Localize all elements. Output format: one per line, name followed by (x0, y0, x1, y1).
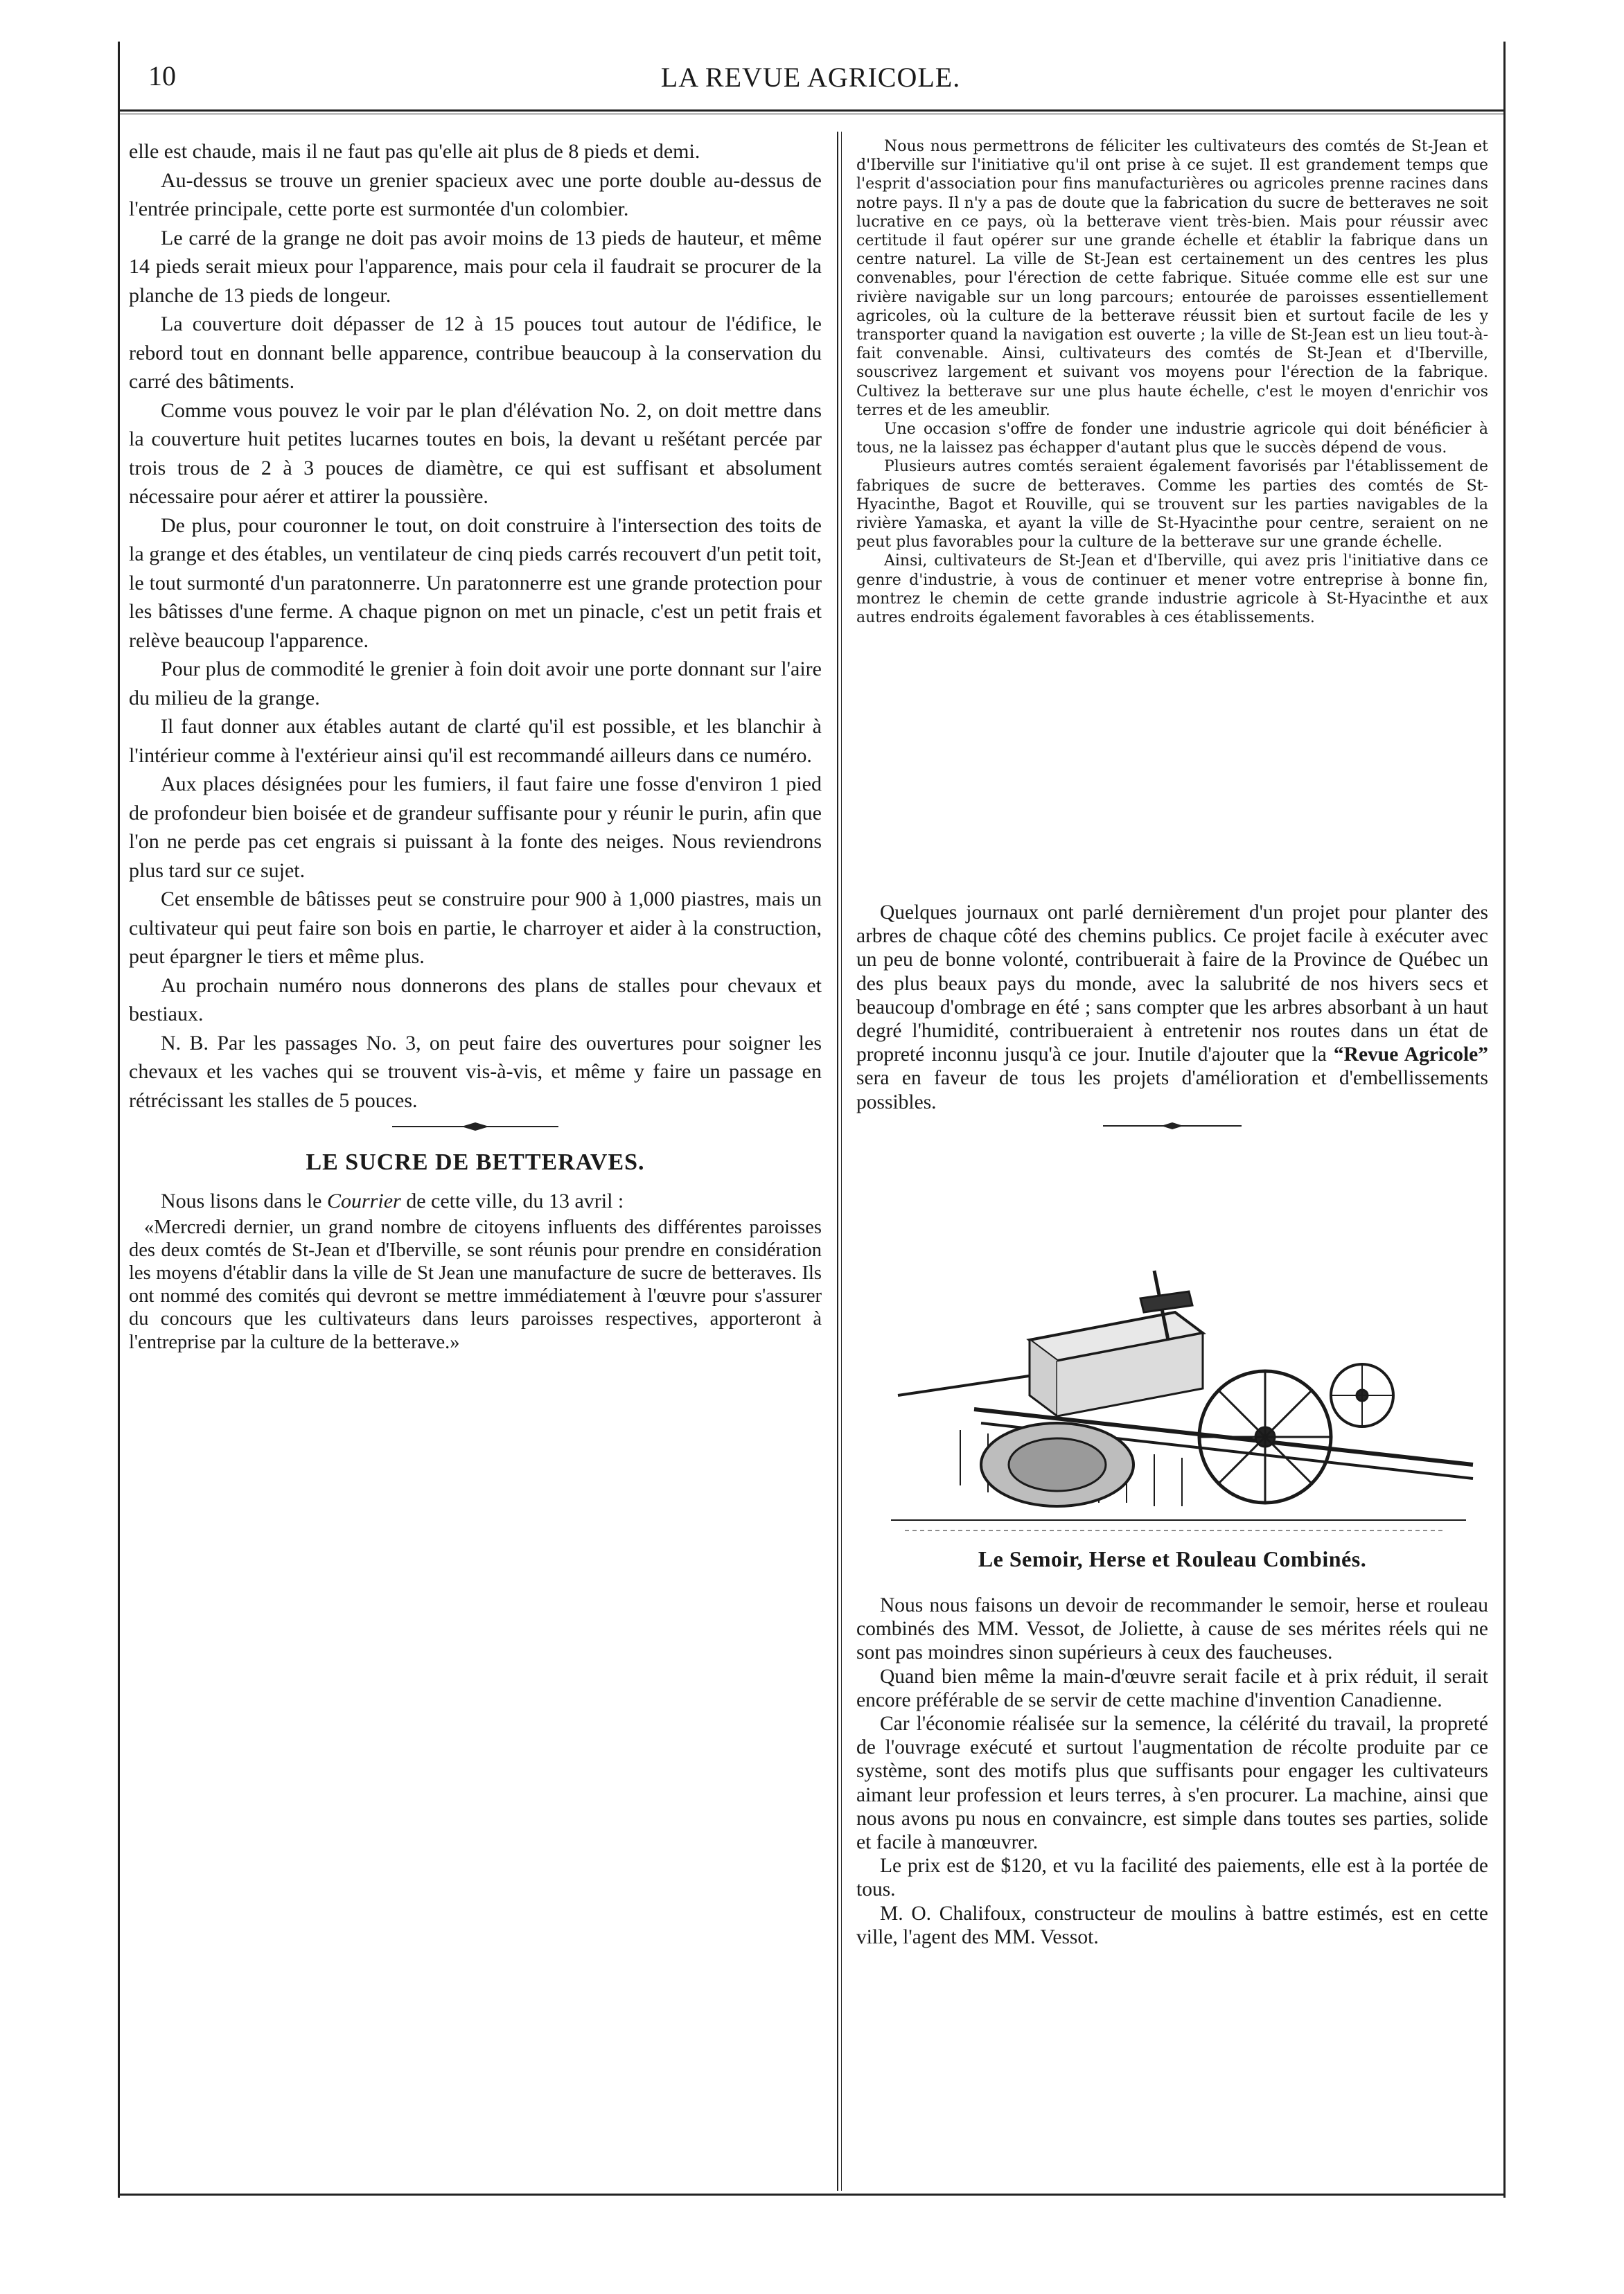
machine-paragraph: Le prix est de $120, et vu la facilité des paiements, elle est à la portée de tous. (856, 1855, 1488, 1901)
seeder-harrow-roller-engraving (877, 1257, 1480, 1548)
commentary-paragraph: Nous nous permettrons de féliciter les cultivateurs des comtés de St-Jean et d'Iberville sur l'initiative qu'il ont prise à ce sujet. Il est grandement temps que l'esprit d'association pour fins manufacturières ou agricoles prenne racines dans notre pays. Il n'y a pas de doute que la fabrication du sucre de betteraves ne soit lucrative en ce pays, où la betterave vient très-bien. Mais pour réussir avec certitude il faut opérer sur une grande échelle et établir la fabrique dans un centre naturel. La ville de St-Jean est certainement un des centres les plus convenables, pour l'érection de cette fabrique. Située comme elle est sur une rivière navigable sur un long parcours; entourée de paroisses essentiellement agricoles, où la culture de la betterave réussit bien et surtout facile de les y transporter quand la navigation est ouverte ; la ville de St-Jean est un lieu tout-à-fait convenable. Ainsi, cultivateurs des comtés de St-Jean et d'Iberville, souscrivez largement et suivant vos moyens pour l'érection de la fabrique. Cultivez la betterave sur une plus haute échelle, c'est le moyen d'enrichir vos terres et de les ameublir. (856, 138, 1488, 419)
section-title-sucre: LE SUCRE DE BETTERAVES. (306, 1149, 645, 1175)
commentary-paragraph: Plusieurs autres comtés seraient également favorisés par l'établissement de fabriques de sucre de betteraves. Comme les parties des comtés de St-Hyacinthe, Bagot et Rouville, qui se trouvent sur les parties navigables de la rivière Yamaska, et ayant la ville de St-Hyacinthe pour centre, seraient on ne peut plus favorables pour la culture de la betterave sur une grande échelle. (856, 458, 1488, 552)
column-divider-inner (841, 132, 842, 2191)
article-paragraph: Pour plus de commodité le grenier à foin doit avoir une porte donnant sur l'aire du milieu de la grange. (129, 658, 822, 709)
right-border (1503, 42, 1506, 2198)
commentary-paragraph: Ainsi, cultivateurs de St-Jean et d'Iberville, qui avez pris l'initiative dans ce genre d'industrie, à vous de continuer et mener votre entreprise à bonne fin, montrez le chemin de cette grande industrie agricole à St-Hyacinthe et aux autres endroits également favorables à ces établissements. (856, 552, 1488, 627)
left-border (118, 42, 120, 2198)
article-paragraph: La couverture doit dépasser de 12 à 15 pouces tout autour de l'édifice, le rebord tout en donnant belle apparence, contribue beaucoup à la conservation du carré des bâtiments. (129, 312, 822, 393)
article-paragraph: Le carré de la grange ne doit pas avoir moins de 13 pieds de hauteur, et même 14 pieds serait mieux pour l'apparence, mais pour cela il faudrait se procurer de la planche de 13 pieds de longeur. (129, 226, 822, 307)
paragraph-ornament-rule (1103, 1121, 1242, 1131)
intro-paragraph (129, 1187, 822, 1216)
header-rule (118, 109, 1506, 112)
trees-text: Quelques journaux ont parlé dernièrement d'un projet pour planter des arbres de chaque côté des chemins publics. Ce projet facile à exécuter avec un peu de bonne volonté, contribuerait à faire de la Province de Québec un des plus beaux pays du monde, avec la salubrité de nos hivers secs et beaucoup d'ombrage en été ; sans compter que les arbres absorbant à un haut degré l'humidité, contribueraient à entretenir nos routes dans un état de propreté inconnu jusqu'à ce jour. Inutile d'ajouter que la (856, 901, 1488, 1066)
image-caption: Le Semoir, Herse et Rouleau Combinés. (978, 1546, 1367, 1571)
article-paragraph: Il faut donner aux étables autant de clarté qu'il est possible, et les blanchir à l'intérieur comme à l'extérieur ainsi qu'il est recommandé ailleurs dans ce numéro. (129, 715, 822, 767)
commentary-paragraph: Une occasion s'offre de fonder une industrie agricole qui doit bénéficier à tous, ne la laissez pas échapper d'autant plus que le succès dépend de vous. (856, 421, 1488, 457)
machine-paragraph: Car l'économie réalisée sur la semence, la célérité du travail, la propreté de l'ouvrage exécuté et surtout l'augmentation de récolte produite par ce système, sont des motifs plus que suffisants pour engager les cultivateurs aimant leur profession et leurs terres, à s'en procurer. La machine, ainsi que nous avons pu nous en convaincre, est simple dans toutes ses parties, solide et facile à manœuvrer. (856, 1713, 1488, 1854)
page-number: 10 (148, 60, 176, 91)
article-paragraph: Aux places désignées pour les fumiers, il faut faire une fosse d'environ 1 pied de profondeur bien boisée et de grandeur suffisante pour y réunir le purin, afin que l'on ne perde pas cet engrais si puissant à la fonte des neiges. Nous reviendrons plus tard sur ce sujet. (129, 773, 822, 882)
trees-paragraph (856, 901, 1488, 1114)
article-paragraph: Au-dessus se trouve un grenier spacieux avec une porte double au-dessus de l'entrée principale, cette porte est surmontée d'un colombier. (129, 168, 822, 220)
quoted-article: «Mercredi dernier, un grand nombre de citoyens influents des différentes paroisses des deux comtés de St-Jean et d'Iberville, se sont réunis pour prendre en considération les moyens d'établir dans la ville de St Jean une manufacture de sucre de betteraves. Ils ont nommé des comités qui devront se mettre immédiatement à l'œuvre pour s'assurer du concours que les cultivateurs dans leurs paroisses respectives, apporteront à l'entreprise par la culture de la betterave.» (129, 1216, 822, 1353)
article-paragraph: N. B. Par les passages No. 3, on peut faire des ouvertures pour soigner les chevaux et les vaches qui se trouvent vis-à-vis, et même y faire un passage en rétrécissant les stalles de 5 pouces. (129, 1031, 822, 1112)
column-divider (837, 132, 838, 2191)
article-paragraph: Au prochain numéro nous donnerons des plans de stalles pour chevaux et bestiaux. (129, 973, 822, 1025)
footer-rule (118, 2194, 1506, 2196)
intro-text-end: de cette ville, du 13 avril : (400, 1190, 624, 1212)
revue-agricole-name: “Revue Agricole” (1333, 1043, 1489, 1066)
left-column (129, 137, 822, 1354)
trees-text-end: sera en faveur de tous les projets d'amélioration et d'embellissements possibles. (856, 1067, 1488, 1113)
article-paragraph: Cet ensemble de bâtisses peut se construire pour 900 à 1,000 piastres, mais un cultivateur qui peut faire son bois en partie, le charroyer et aider à la construction, peut épargner le tiers et même plus. (129, 888, 822, 968)
newspaper-name: Courrier (327, 1190, 401, 1212)
machine-paragraph: Quand bien même la main-d'œuvre serait facile et à prix réduit, il serait encore préférable de se servir de cette machine d'invention Canadienne. (856, 1665, 1488, 1711)
machine-paragraph: M. O. Chalifoux, constructeur de moulins à battre estimés, est en cette ville, l'agent des MM. Vessot. (856, 1902, 1488, 1948)
right-column-trees (856, 901, 1488, 1131)
image-caption-wrap (856, 1546, 1488, 1572)
article-paragraph: elle est chaude, mais il ne faut pas qu'elle ait plus de 8 pieds et demi. (129, 140, 700, 163)
article-paragraph: De plus, pour couronner le tout, on doit construire à l'intersection des toits de la grange et des étables, un ventilateur de cinq pieds carrés recouvert d'un petit toit, le tout surmonté d'un paratonnerre. Un paratonnerre est une grande protection pour les bâtisses d'une ferme. A chaque pignon on met un pinacle, c'est un petit frais et relève beaucoup l'apparence. (129, 513, 822, 652)
section-ornament-rule (392, 1122, 558, 1131)
right-column-commentary (856, 137, 1488, 627)
journal-title: LA REVUE AGRICOLE. (660, 62, 961, 93)
intro-text: Nous lisons dans le (161, 1190, 327, 1212)
right-column-machine (856, 1594, 1488, 1949)
article-paragraph: Comme vous pouvez le voir par le plan d'élévation No. 2, on doit mettre dans la couverture huit petites lucarnes toutes en bois, la devant u rešétant percée par trois trous de 2 à 3 pouces de diamètre, ce qui est suffisant et absolument nécessaire pour aérer et attirer la poussière. (129, 398, 822, 508)
machine-paragraph: Nous nous faisons un devoir de recommander le semoir, herse et rouleau combinés des MM. Vessot, de Joliette, à cause de ses mérites réels qui ne sont pas moindres sinon supérieurs à ceux des faucheuses. (856, 1594, 1488, 1664)
